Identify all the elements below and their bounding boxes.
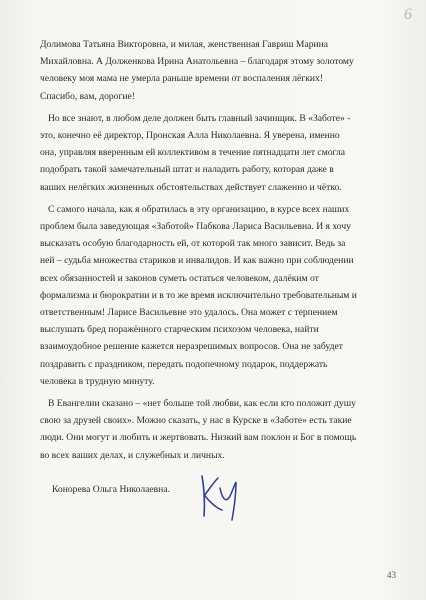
letter-body	[40, 36, 396, 469]
text-line: ваших нелёгких жизненных обстоятельствах действует слаженно и чётко.	[40, 181, 342, 193]
text-line: Но все знают, в любом деле должен быть главный зачинщик. В «Заботе» -	[48, 112, 351, 124]
text-line: выслушать бред поражённого старческим психозом человека, найти	[40, 324, 319, 336]
paragraph-3	[40, 201, 396, 390]
text-line: взаимоудобное решение кажется неразрешимых вопросов. Она не забудет	[40, 341, 343, 353]
paragraph-2	[40, 110, 396, 196]
text-line: это, конечно её директор, Пронская Алла Николаевна. Я уверена, именно	[40, 130, 340, 142]
handwritten-corner-mark: 6	[404, 6, 412, 23]
text-line: всех обязанностей и законов суметь остаться человеком, далёким от	[40, 272, 319, 284]
text-line: поздравить с праздником, передать подопечному подарок, поддержать	[40, 358, 328, 370]
text-line: люди. Они могут и любить и жертвовать. Низкий вам поклон и Бог в помощь	[40, 432, 357, 444]
text-line: ней – судьба множества стариков и инвалидов. И как важно при соблюдении	[40, 255, 354, 267]
text-line: Михайловна. А Долженкова Ирина Анатольевна – благодаря этому золотому	[40, 56, 354, 68]
text-line: во всех ваших делах, и служебных и личных.	[40, 449, 225, 461]
text-line: подобрать такой замечательный штат и наладить работу, которая даже в	[40, 164, 334, 176]
text-line: С самого начала, как я обратилась в эту организацию, в курсе всех наших	[48, 203, 350, 215]
text-line: проблем была заведующая «Заботой» Пабкова Лариса Васильевна. И я хочу	[40, 221, 351, 233]
text-line: Долимова Татьяна Викторовна, и милая, женственная Гавриш Марина	[40, 39, 329, 50]
paragraph-1	[40, 36, 396, 105]
signatory-name: Конорева Ольга Николаевна.	[52, 484, 170, 495]
text-line: свою за друзей своих». Можно сказать, у нас в Курске в «Заботе» есть такие	[40, 415, 352, 427]
page-number: 43	[387, 570, 396, 580]
paragraph-4	[40, 395, 396, 464]
text-line: человеку моя мама не умерла раньше времени от воспаления лёгких!	[40, 73, 324, 85]
text-line: высказать особую благодарность ей, от которой так много зависит. Ведь за	[40, 238, 346, 250]
text-line: В Евангелии сказано – «нет больше той любви, как если кто положит душу	[48, 398, 356, 410]
text-line: ответственным! Ларисе Васильевне это удалось. Она может с терпением	[40, 307, 338, 319]
text-line: человека в трудную минуту.	[40, 375, 155, 387]
text-line: формализма и бюрократии и в то же время исключительно требовательным и	[40, 289, 357, 301]
handwritten-signature	[196, 466, 248, 524]
text-line: Спасибо, вам, дорогие!	[40, 90, 135, 102]
text-line: она, управляя вверенным ей коллективом в течение пятнадцати лет смогла	[40, 147, 346, 159]
